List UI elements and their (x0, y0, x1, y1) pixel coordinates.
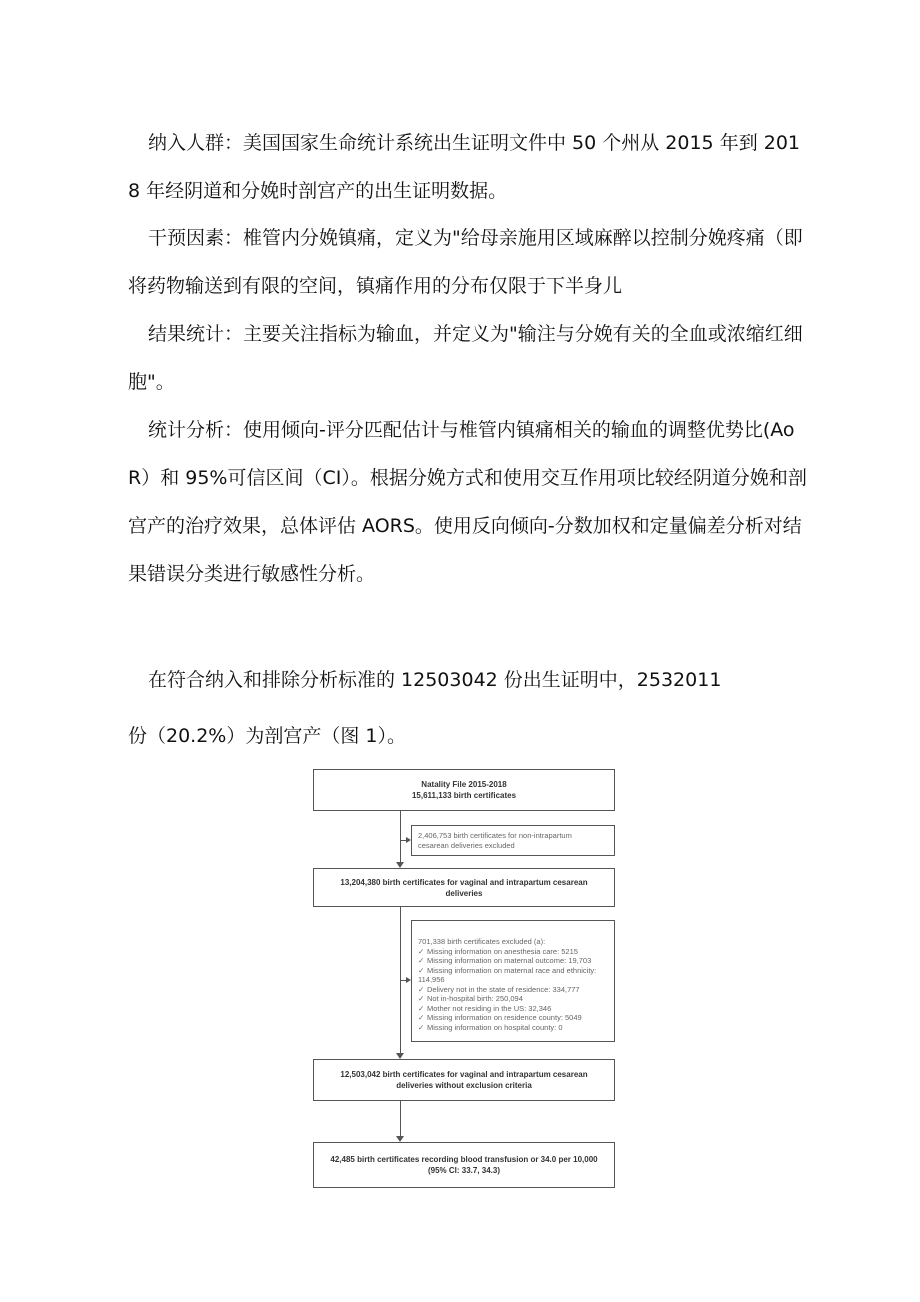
flow-box-vaginal-intrapartum (313, 868, 615, 907)
check-icon: ✓ (418, 994, 425, 1003)
exclusion-item: ✓ Missing information on residence county: 5049 (418, 1013, 582, 1022)
exclusion-item: ✓ Delivery not in the state of residence: 334,777 (418, 984, 580, 994)
exclusion-item: ✓ Missing information on maternal outcome: 19,703 (418, 956, 592, 965)
check-icon: ✓ (418, 956, 425, 965)
check-icon: ✓ (418, 1003, 425, 1013)
paragraph-outcome: 结果统计：主要关注指标为输血，并定义为"输注与分娩有关的全血或浓缩红细胞"。 (128, 323, 803, 393)
paragraph-analysis: 统计分析：使用倾向-评分匹配估计与椎管内镇痛相关的输血的调整优势比(AoR）和 95%可信区间（CI）。根据分娩方式和使用交互作用项比较经阴道分娩和剖宫产的治疗效果，总体评估 AORS。使用反向倾向-分数加权和定量偏差分析对结果错误分类进行敏感性分析。 (128, 419, 807, 585)
connector-1-2 (400, 811, 401, 862)
exclusion-item: ✓ Missing information on maternal race and ethnicity: 114,956 (418, 965, 597, 984)
connector-3-4 (400, 1101, 401, 1136)
exclusion-item: ✓ Missing information on hospital county: 0 (418, 1022, 563, 1032)
exclusion-title: 701,338 birth certificates excluded (a): (418, 937, 546, 946)
paragraph-results-line1: 在符合纳入和排除分析标准的 12503042 份出生证明中，2532011 (148, 669, 722, 691)
flow-side-text: cesarean deliveries excluded (418, 840, 515, 850)
exclusion-item: ✓ Not in-hospital birth: 250,094 (418, 994, 523, 1003)
check-icon: ✓ (418, 1013, 425, 1022)
flow-box-blood-transfusion (313, 1142, 615, 1188)
flow-side-text: 2,406,753 birth certificates for non-intrapartum (418, 831, 572, 840)
flow-box-text: 42,485 birth certificates recording blood transfusion or 34.0 per 10,000 (330, 1155, 598, 1164)
connector-side2 (400, 980, 406, 981)
connector-2-3 (400, 907, 401, 1053)
flow-box-text: Natality File 2015-2018 (421, 780, 507, 789)
paragraph-results-line2: 份（20.2%）为剖宫产（图 1）。 (128, 725, 406, 747)
flow-side-box-excluded-nonintrapartum (411, 825, 615, 856)
flow-box-text: (95% CI: 33.7, 34.3) (427, 1166, 501, 1175)
flow-box-text: 12,503,042 birth certificates for vaginal and intrapartum cesarean (340, 1070, 588, 1079)
connector-side1 (400, 840, 406, 841)
exclusion-item: ✓ Missing information on anesthesia care: 5215 (418, 946, 578, 956)
flow-side-box-exclusions (411, 920, 615, 1042)
paragraph-inclusion: 纳入人群：美国国家生命统计系统出生证明文件中 50 个州从 2015 年到 2018 年经阴道和分娩时剖宫产的出生证明数据。 (128, 132, 800, 202)
check-icon: ✓ (418, 984, 425, 994)
exclusion-item: ✓ Mother not residing in the US: 32,346 (418, 1003, 552, 1013)
flow-box-text: deliveries without exclusion criteria (396, 1081, 532, 1090)
flow-box-without-exclusion (313, 1059, 615, 1101)
flow-box-text: 15,611,133 birth certificates (411, 791, 517, 800)
check-icon: ✓ (418, 946, 425, 956)
check-icon: ✓ (418, 965, 425, 975)
flow-box-text: 13,204,380 birth certificates for vaginal and intrapartum cesarean (340, 877, 588, 887)
flow-box-text: deliveries (445, 888, 483, 898)
flow-box-natality-file (313, 769, 615, 811)
paragraph-intervention: 干预因素：椎管内分娩镇痛，定义为"给母亲施用区域麻醉以控制分娩疼痛（即将药物输送到有限的空间，镇痛作用的分布仅限于下半身儿 (128, 227, 803, 297)
check-icon: ✓ (418, 1022, 425, 1032)
